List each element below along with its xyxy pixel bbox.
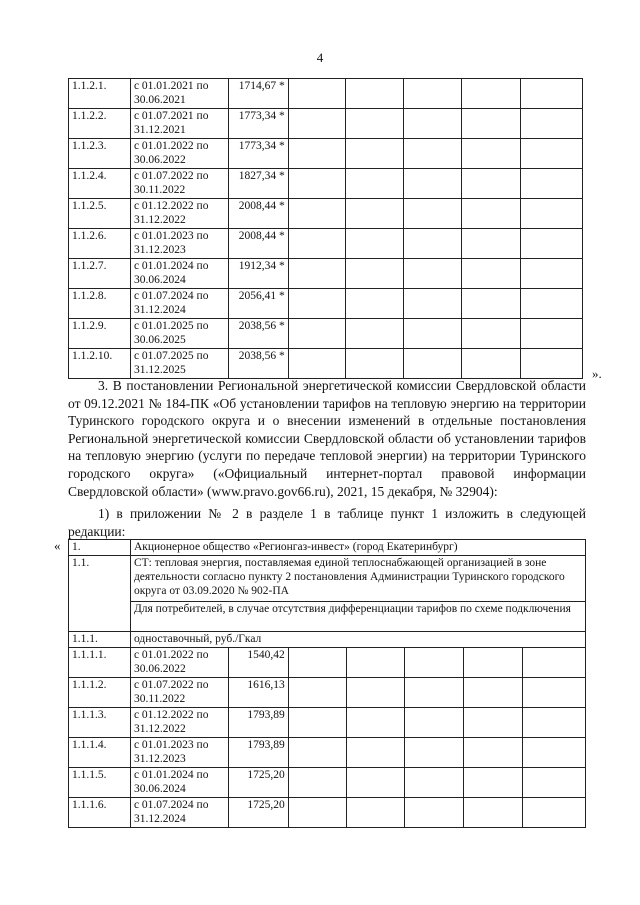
empty-cell bbox=[288, 738, 346, 768]
rate-type: одноставочный, руб./Гкал bbox=[130, 632, 585, 648]
empty-cell bbox=[464, 738, 523, 768]
empty-cell bbox=[345, 229, 404, 259]
empty-cell bbox=[404, 199, 462, 229]
tariff-table-new-edition bbox=[68, 539, 586, 828]
empty-cell bbox=[464, 678, 523, 708]
empty-cell bbox=[404, 79, 462, 109]
empty-cell bbox=[462, 319, 521, 349]
closing-quote-mark: ». bbox=[592, 366, 602, 381]
row-value: 1616,13 bbox=[228, 678, 288, 708]
st-code: 1.1. bbox=[69, 556, 131, 632]
tariff-table-continued bbox=[68, 78, 583, 379]
empty-cell bbox=[345, 79, 404, 109]
table-row bbox=[69, 139, 583, 169]
row-code: 1.1.2.2. bbox=[69, 109, 131, 139]
row-value: 1725,20 bbox=[228, 768, 288, 798]
row-code: 1.1.2.4. bbox=[69, 169, 131, 199]
empty-cell bbox=[462, 349, 521, 379]
empty-cell bbox=[464, 798, 523, 828]
empty-cell bbox=[404, 259, 462, 289]
empty-cell bbox=[288, 768, 346, 798]
empty-cell bbox=[288, 169, 345, 199]
empty-cell bbox=[462, 79, 521, 109]
row-value: 2038,56 * bbox=[228, 349, 288, 379]
row-code: 1.1.1.2. bbox=[69, 678, 131, 708]
empty-cell bbox=[345, 319, 404, 349]
empty-cell bbox=[464, 768, 523, 798]
empty-cell bbox=[521, 169, 583, 199]
rate-code: 1.1.1. bbox=[69, 632, 131, 648]
empty-cell bbox=[345, 109, 404, 139]
empty-cell bbox=[345, 259, 404, 289]
empty-cell bbox=[523, 648, 586, 678]
empty-cell bbox=[523, 678, 586, 708]
empty-cell bbox=[523, 768, 586, 798]
row-value: 2038,56 * bbox=[228, 319, 288, 349]
empty-cell bbox=[345, 139, 404, 169]
empty-cell bbox=[405, 768, 464, 798]
empty-cell bbox=[523, 738, 586, 768]
table-row bbox=[69, 648, 586, 678]
empty-cell bbox=[462, 259, 521, 289]
row-period: с 01.07.2021 по 31.12.2021 bbox=[130, 109, 228, 139]
row-value: 2008,44 * bbox=[228, 229, 288, 259]
row-code: 1.1.2.7. bbox=[69, 259, 131, 289]
row-period: с 01.01.2022 по 30.06.2022 bbox=[130, 139, 228, 169]
empty-cell bbox=[404, 169, 462, 199]
empty-cell bbox=[346, 768, 405, 798]
empty-cell bbox=[521, 289, 583, 319]
opening-quote-mark: « bbox=[54, 538, 61, 553]
empty-cell bbox=[521, 199, 583, 229]
table-row bbox=[69, 708, 586, 738]
row-code: 1.1.1.4. bbox=[69, 738, 131, 768]
row-period: с 01.01.2023 по 31.12.2023 bbox=[130, 738, 228, 768]
empty-cell bbox=[346, 648, 405, 678]
empty-cell bbox=[404, 349, 462, 379]
empty-cell bbox=[404, 319, 462, 349]
page-number: 4 bbox=[316, 50, 324, 65]
row-code: 1.1.2.3. bbox=[69, 139, 131, 169]
empty-cell bbox=[404, 139, 462, 169]
row-period: с 01.07.2022 по 30.11.2022 bbox=[130, 169, 228, 199]
table-row bbox=[69, 199, 583, 229]
empty-cell bbox=[405, 738, 464, 768]
row-code: 1.1.2.10. bbox=[69, 349, 131, 379]
table-row bbox=[69, 319, 583, 349]
row-period: с 01.01.2023 по 31.12.2023 bbox=[130, 229, 228, 259]
org-name: Акционерное общество «Регионгаз-инвест» (город Екатеринбург) bbox=[130, 540, 585, 556]
empty-cell bbox=[462, 199, 521, 229]
row-period: с 01.01.2024 по 30.06.2024 bbox=[130, 259, 228, 289]
empty-cell bbox=[288, 229, 345, 259]
empty-cell bbox=[523, 798, 586, 828]
empty-cell bbox=[521, 109, 583, 139]
empty-cell bbox=[288, 109, 345, 139]
empty-cell bbox=[288, 289, 345, 319]
row-period: с 01.07.2024 по 31.12.2024 bbox=[130, 289, 228, 319]
row-value: 1714,67 * bbox=[228, 79, 288, 109]
empty-cell bbox=[521, 349, 583, 379]
empty-cell bbox=[288, 199, 345, 229]
empty-cell bbox=[345, 349, 404, 379]
row-period: с 01.07.2025 по 31.12.2025 bbox=[130, 349, 228, 379]
row-period: с 01.01.2024 по 30.06.2024 bbox=[130, 768, 228, 798]
row-value: 1540,42 bbox=[228, 648, 288, 678]
empty-cell bbox=[288, 648, 346, 678]
empty-cell bbox=[346, 678, 405, 708]
table-row bbox=[69, 349, 583, 379]
row-code: 1.1.1.6. bbox=[69, 798, 131, 828]
row-value: 1773,34 * bbox=[228, 109, 288, 139]
table-row bbox=[69, 259, 583, 289]
table-row bbox=[69, 169, 583, 199]
row-code: 1.1.1.3. bbox=[69, 708, 131, 738]
table-row-heat-supply bbox=[69, 556, 586, 602]
amendment-subparagraph-1: 1) в приложении № 2 в разделе 1 в таблице пункт 1 изложить в следующей редакции: bbox=[68, 506, 586, 539]
empty-cell bbox=[523, 708, 586, 738]
empty-cell bbox=[464, 708, 523, 738]
row-code: 1.1.2.1. bbox=[69, 79, 131, 109]
row-period: с 01.12.2022 по 31.12.2022 bbox=[130, 199, 228, 229]
table-row-rate-type bbox=[69, 632, 586, 648]
table-row-organization bbox=[69, 540, 586, 556]
row-period: с 01.07.2022 по 30.11.2022 bbox=[130, 678, 228, 708]
empty-cell bbox=[521, 139, 583, 169]
empty-cell bbox=[346, 798, 405, 828]
empty-cell bbox=[521, 79, 583, 109]
empty-cell bbox=[288, 319, 345, 349]
empty-cell bbox=[288, 678, 346, 708]
empty-cell bbox=[462, 229, 521, 259]
row-period: с 01.01.2025 по 30.06.2025 bbox=[130, 319, 228, 349]
row-code: 1.1.1.5. bbox=[69, 768, 131, 798]
empty-cell bbox=[405, 708, 464, 738]
empty-cell bbox=[288, 259, 345, 289]
table-row bbox=[69, 738, 586, 768]
row-code: 1.1.2.9. bbox=[69, 319, 131, 349]
table-row bbox=[69, 229, 583, 259]
row-value: 1725,20 bbox=[228, 798, 288, 828]
empty-cell bbox=[345, 289, 404, 319]
empty-cell bbox=[462, 139, 521, 169]
empty-cell bbox=[464, 648, 523, 678]
table-row bbox=[69, 79, 583, 109]
table-row bbox=[69, 768, 586, 798]
empty-cell bbox=[288, 708, 346, 738]
empty-cell bbox=[345, 199, 404, 229]
org-code: 1. bbox=[69, 540, 131, 556]
row-value: 1912,34 * bbox=[228, 259, 288, 289]
empty-cell bbox=[346, 708, 405, 738]
st-description: СТ: тепловая энергия, поставляемая единой теплоснабжающей организацией в зоне деятельности согласно пункту 2 постановления Администрации Туринского городского округа от 03.09.2020 № 902-ПА bbox=[130, 556, 585, 602]
row-code: 1.1.2.6. bbox=[69, 229, 131, 259]
empty-cell bbox=[404, 289, 462, 319]
row-period: с 01.07.2024 по 31.12.2024 bbox=[130, 798, 228, 828]
empty-cell bbox=[288, 79, 345, 109]
table-row bbox=[69, 798, 586, 828]
row-value: 1773,34 * bbox=[228, 139, 288, 169]
row-value: 2056,41 * bbox=[228, 289, 288, 319]
empty-cell bbox=[462, 169, 521, 199]
empty-cell bbox=[404, 109, 462, 139]
consumers-note: Для потребителей, в случае отсутствия дифференциации тарифов по схеме подключения bbox=[130, 602, 585, 632]
row-value: 2008,44 * bbox=[228, 199, 288, 229]
amendment-paragraph-3: 3. В постановлении Региональной энергетической комиссии Свердловской области от 09.12.2021 № 184-ПК «Об установлении тарифов на тепловую энергию на территории Туринского городского округа и о внесении изменений в отдельные постановления Региональной энергетической комиссии Свердловской области об установлении тарифов на тепловую энергию (услуги по передаче тепловой энергии) на территории Туринского городского округа» («Официальный интернет-портал правовой информации Свердловской области» (www.pravo.gov66.ru), 2021, 15 декабря, № 32904): bbox=[68, 378, 586, 499]
empty-cell bbox=[462, 109, 521, 139]
row-code: 1.1.2.5. bbox=[69, 199, 131, 229]
row-code: 1.1.1.1. bbox=[69, 648, 131, 678]
empty-cell bbox=[288, 349, 345, 379]
row-period: с 01.01.2021 по 30.06.2021 bbox=[130, 79, 228, 109]
table-row bbox=[69, 289, 583, 319]
table-row-consumers bbox=[69, 602, 586, 632]
empty-cell bbox=[345, 169, 404, 199]
table-row bbox=[69, 109, 583, 139]
empty-cell bbox=[288, 139, 345, 169]
row-period: с 01.12.2022 по 31.12.2022 bbox=[130, 708, 228, 738]
row-period: с 01.01.2022 по 30.06.2022 bbox=[130, 648, 228, 678]
empty-cell bbox=[405, 648, 464, 678]
empty-cell bbox=[405, 678, 464, 708]
empty-cell bbox=[346, 738, 405, 768]
row-code: 1.1.2.8. bbox=[69, 289, 131, 319]
empty-cell bbox=[288, 798, 346, 828]
table-row bbox=[69, 678, 586, 708]
row-value: 1793,89 bbox=[228, 708, 288, 738]
empty-cell bbox=[521, 319, 583, 349]
row-value: 1793,89 bbox=[228, 738, 288, 768]
empty-cell bbox=[404, 229, 462, 259]
empty-cell bbox=[462, 289, 521, 319]
empty-cell bbox=[405, 798, 464, 828]
row-value: 1827,34 * bbox=[228, 169, 288, 199]
empty-cell bbox=[521, 259, 583, 289]
empty-cell bbox=[521, 229, 583, 259]
